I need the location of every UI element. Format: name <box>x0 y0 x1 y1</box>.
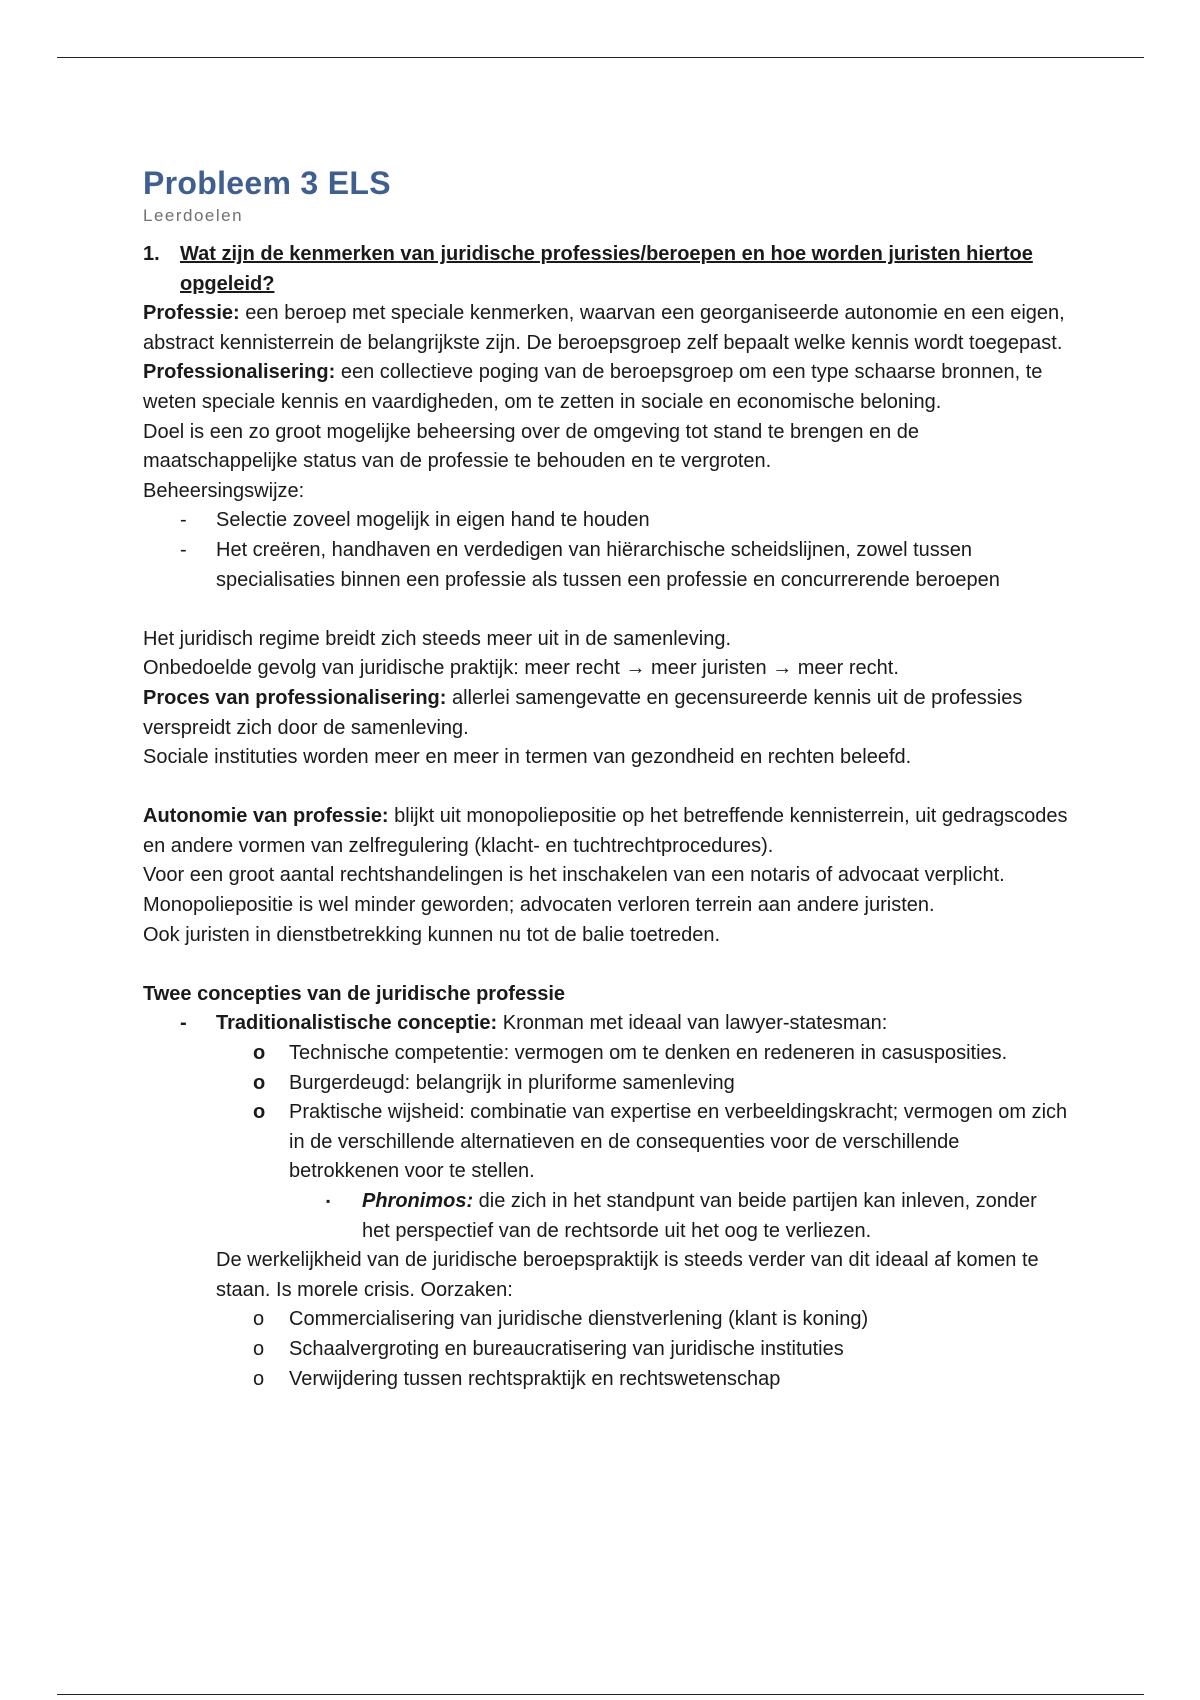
circle-bullet-icon: o <box>253 1071 266 1094</box>
list-item-text: Praktische wijsheid: combinatie van expertise en verbeeldingskracht; vermogen om zich in de verschillende alternatieven en de consequenties voor de verschillende betrokkenen voor te stellen. <box>289 1101 1068 1183</box>
dash-marker: - <box>180 1012 187 1035</box>
circle-bullet-icon: o <box>253 1042 266 1065</box>
list-item-text: Technische competentie: vermogen om te denken en redeneren in casusposities. <box>289 1042 1008 1065</box>
dash-marker: - <box>180 538 187 561</box>
list-item-text: Selectie zoveel mogelijk in eigen hand te houden <box>216 509 650 532</box>
paragraph-monopolie: Monopoliepositie is wel minder geworden; advocaten verloren terrein aan andere juristen. <box>143 894 935 917</box>
heading-twee-concepties <box>143 980 1068 1010</box>
spacer <box>143 595 1068 625</box>
paragraph-dienst: Ook juristen in dienstbetrekking kunnen nu tot de balie toetreden. <box>143 923 721 946</box>
document-body <box>143 240 1068 1394</box>
def-traditionalistisch: Kronman met ideaal van lawyer-statesman: <box>497 1012 888 1035</box>
paragraph-autonomie <box>143 802 1068 861</box>
circle-bullet-icon: o <box>253 1337 265 1360</box>
circle-bullet-icon: o <box>253 1101 266 1124</box>
paragraph-professie <box>143 299 1068 358</box>
document-subtitle: Leerdoelen <box>143 206 244 225</box>
list-item <box>143 1069 1068 1099</box>
list-item-text <box>362 1187 1068 1246</box>
list-item-text: Schaalvergroting en bureaucratisering van juridische instituties <box>289 1337 844 1360</box>
list-item <box>143 506 1068 536</box>
list-item <box>143 1009 1068 1039</box>
list-item <box>143 1039 1068 1069</box>
list-item <box>143 1305 1068 1335</box>
document-page <box>143 164 1068 1394</box>
paragraph-werkelijkheid: De werkelijkheid van de juridische beroepspraktijk is steeds verder van dit ideaal af komen te staan. Is morele crisis. Oorzaken: <box>216 1249 1039 1301</box>
def-phronimos: die zich in het standpunt van beide partijen kan inleven, zonder het perspectief van de rechtsorde uit het oog te verliezen. <box>362 1190 1037 1242</box>
square-bullet-icon: ▪ <box>326 1194 331 1208</box>
paragraph-doel: Doel is een zo groot mogelijke beheersing over de omgeving tot stand te brengen en de maatschappelijke status van de professie te behouden en te vergroten. <box>143 420 920 473</box>
paragraph-onbedoelde: Onbedoelde gevolg van juridische praktijk: meer recht → meer juristen → meer recht. <box>143 657 899 680</box>
def-professionalisering: een collectieve poging van de beroepsgroep om een type schaarse bronnen, te weten speciale kennis en vaardigheden, om te zetten in sociale en economische beloning. <box>143 361 1043 413</box>
term-traditionalistisch: Traditionalistische conceptie: <box>216 1012 498 1035</box>
document-title: Probleem 3 ELS <box>143 165 391 201</box>
question-number: 1. <box>143 243 160 265</box>
circle-bullet-icon: o <box>253 1367 265 1390</box>
list-item <box>143 536 1068 595</box>
list-item <box>143 1098 1068 1187</box>
term-professie: Professie: <box>143 302 240 325</box>
paragraph-professionalisering <box>143 358 1068 417</box>
term-professionalisering: Professionalisering: <box>143 361 336 384</box>
spacer <box>143 950 1068 980</box>
def-autonomie: blijkt uit monopoliepositie op het betreffende kennisterrein, uit gedragscodes en andere vormen van zelfregulering (klacht- en tuchtrechtprocedures). <box>143 805 1068 857</box>
dash-marker: - <box>180 509 187 532</box>
paragraph-proces <box>143 684 1068 743</box>
header-rule <box>57 57 1144 58</box>
list-item <box>143 1365 1068 1395</box>
circle-bullet-icon: o <box>253 1308 265 1331</box>
term-phronimos: Phronimos: <box>362 1190 474 1212</box>
def-proces: allerlei samengevatte en gecensureerde kennis uit de professies verspreidt zich door de samenleving. <box>143 686 1023 739</box>
list-item-text <box>216 1009 887 1039</box>
term-autonomie: Autonomie van professie: <box>143 805 389 828</box>
list-item-text: Burgerdeugd: belangrijk in pluriforme samenleving <box>289 1071 735 1094</box>
list-item-text: Het creëren, handhaven en verdedigen van hiërarchische scheidslijnen, zowel tussen specialisaties binnen een professie als tussen een professie en concurrerende beroepen <box>216 538 1000 591</box>
question-text: Wat zijn de kenmerken van juridische professies/beroepen en hoe worden juristen hiertoe opgeleid? <box>180 243 1033 295</box>
paragraph-sociale: Sociale instituties worden meer en meer in termen van gezondheid en rechten beleefd. <box>143 746 912 769</box>
spacer <box>143 773 1068 803</box>
paragraph-regime: Het juridisch regime breidt zich steeds meer uit in de samenleving. <box>143 627 732 650</box>
term-proces: Proces van professionalisering: <box>143 686 447 709</box>
def-professie: een beroep met speciale kenmerken, waarvan een georganiseerde autonomie en een eigen, abstract kennisterrein de belangrijkste zijn. De beroepsgroep zelf bepaalt welke kennis wordt toegepast. <box>143 302 1065 354</box>
question-heading <box>143 240 1068 299</box>
list-item <box>143 1335 1068 1365</box>
list-item-text: Commercialisering van juridische dienstverlening (klant is koning) <box>289 1308 869 1331</box>
list-item-text: Verwijdering tussen rechtspraktijk en rechtswetenschap <box>289 1367 781 1390</box>
paragraph-beheersingswijze: Beheersingswijze: <box>143 479 305 502</box>
paragraph-notaris: Voor een groot aantal rechtshandelingen is het inschakelen van een notaris of advocaat verplicht. <box>143 864 1005 887</box>
footer-rule <box>57 1694 1144 1695</box>
heading-twee-concepties-text: Twee concepties van de juridische professie <box>143 982 566 1005</box>
list-item <box>143 1187 1068 1246</box>
